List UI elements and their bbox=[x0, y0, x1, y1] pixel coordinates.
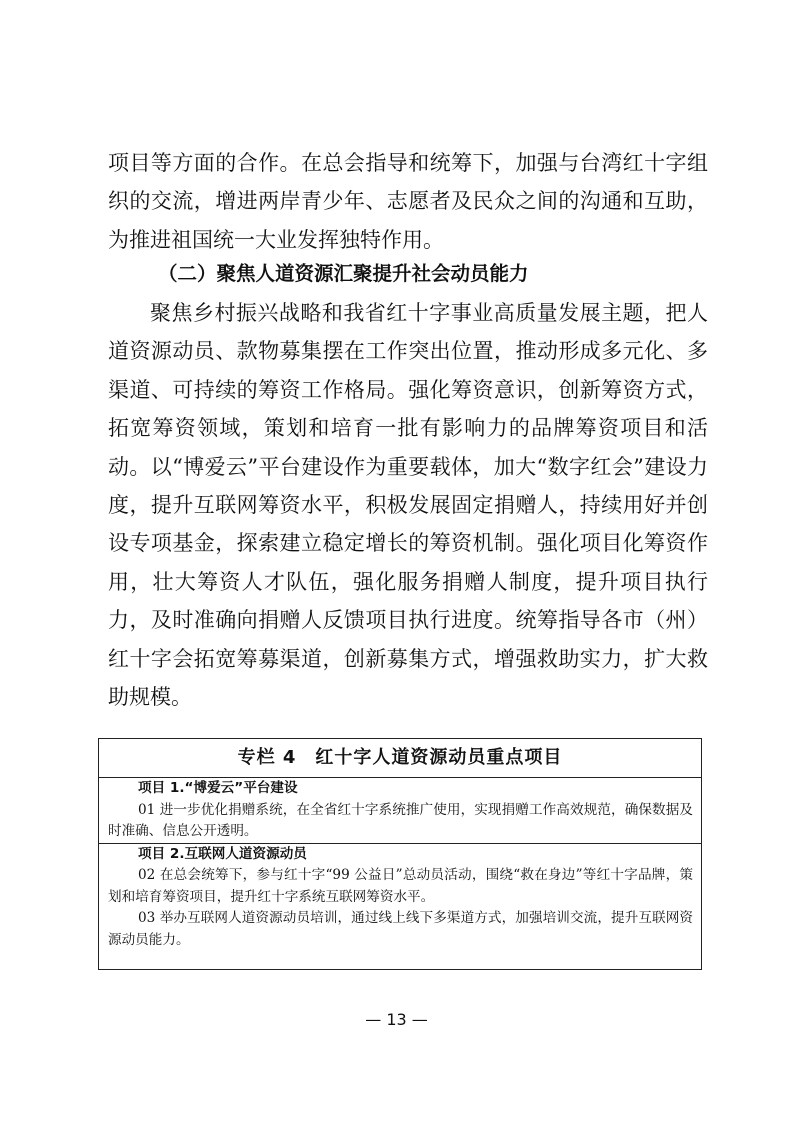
special-column-box bbox=[98, 738, 702, 970]
project-heading: 项目 2.互联网人道资源动员 bbox=[138, 845, 307, 862]
box-title: 专栏 4 红十字人道资源动员重点项目 bbox=[99, 739, 701, 778]
project-item: 01 进一步优化捐赠系统，在全省红十字系统推广使用，实现捐赠工作高效规范，确保数据及时准确、信息公开透明。 bbox=[108, 801, 693, 839]
box-section-project-2 bbox=[99, 843, 701, 952]
paragraph-continuation: 项目等方面的合作。在总会指导和统筹下，加强与台湾红十字组织的交流，增进两岸青少年、志愿者及民众之间的沟通和互助，为推进祖国统一大业发挥独特作用。 bbox=[108, 151, 708, 252]
section-heading: （二）聚焦人道资源汇聚提升社会动员能力 bbox=[158, 262, 529, 285]
project-item: 03 举办互联网人道资源动员培训，通过线上线下多渠道方式，加强培训交流，提升互联网资源动员能力。 bbox=[108, 910, 693, 948]
project-heading: 项目 1.“博爱云”平台建设 bbox=[138, 780, 298, 796]
page-number: — 13 — bbox=[365, 1010, 428, 1029]
box-section-project-1 bbox=[99, 778, 701, 843]
paragraph-body: 聚焦乡村振兴战略和我省红十字事业高质量发展主题，把人道资源动员、款物募集摆在工作突出位置，推动形成多元化、多渠道、可持续的筹资工作格局。强化筹资意识，创新筹资方式，拓宽筹资领域，策划和培育一批有影响力的品牌筹资项目和活动。以“博爱云”平台建设作为重要载体，加大“数字红会”建设力度，提升互联网筹资水平，积极发展固定捐赠人，持续用好并创设专项基金，探索建立稳定增长的筹资机制。强化项目化筹资作用，壮大筹资人才队伍，强化服务捐赠人制度，提升项目执行力，及时准确向捐赠人反馈项目执行进度。统筹指导各市（州）红十字会拓宽筹募渠道，创新募集方式，增强救助实力，扩大救助规模。 bbox=[108, 301, 708, 710]
project-item: 02 在总会统筹下，参与红十字“99 公益日”总动员活动，围绕“救在身边”等红十字品牌，策划和培育筹资项目，提升红十字系统互联网筹资水平。 bbox=[108, 867, 693, 905]
